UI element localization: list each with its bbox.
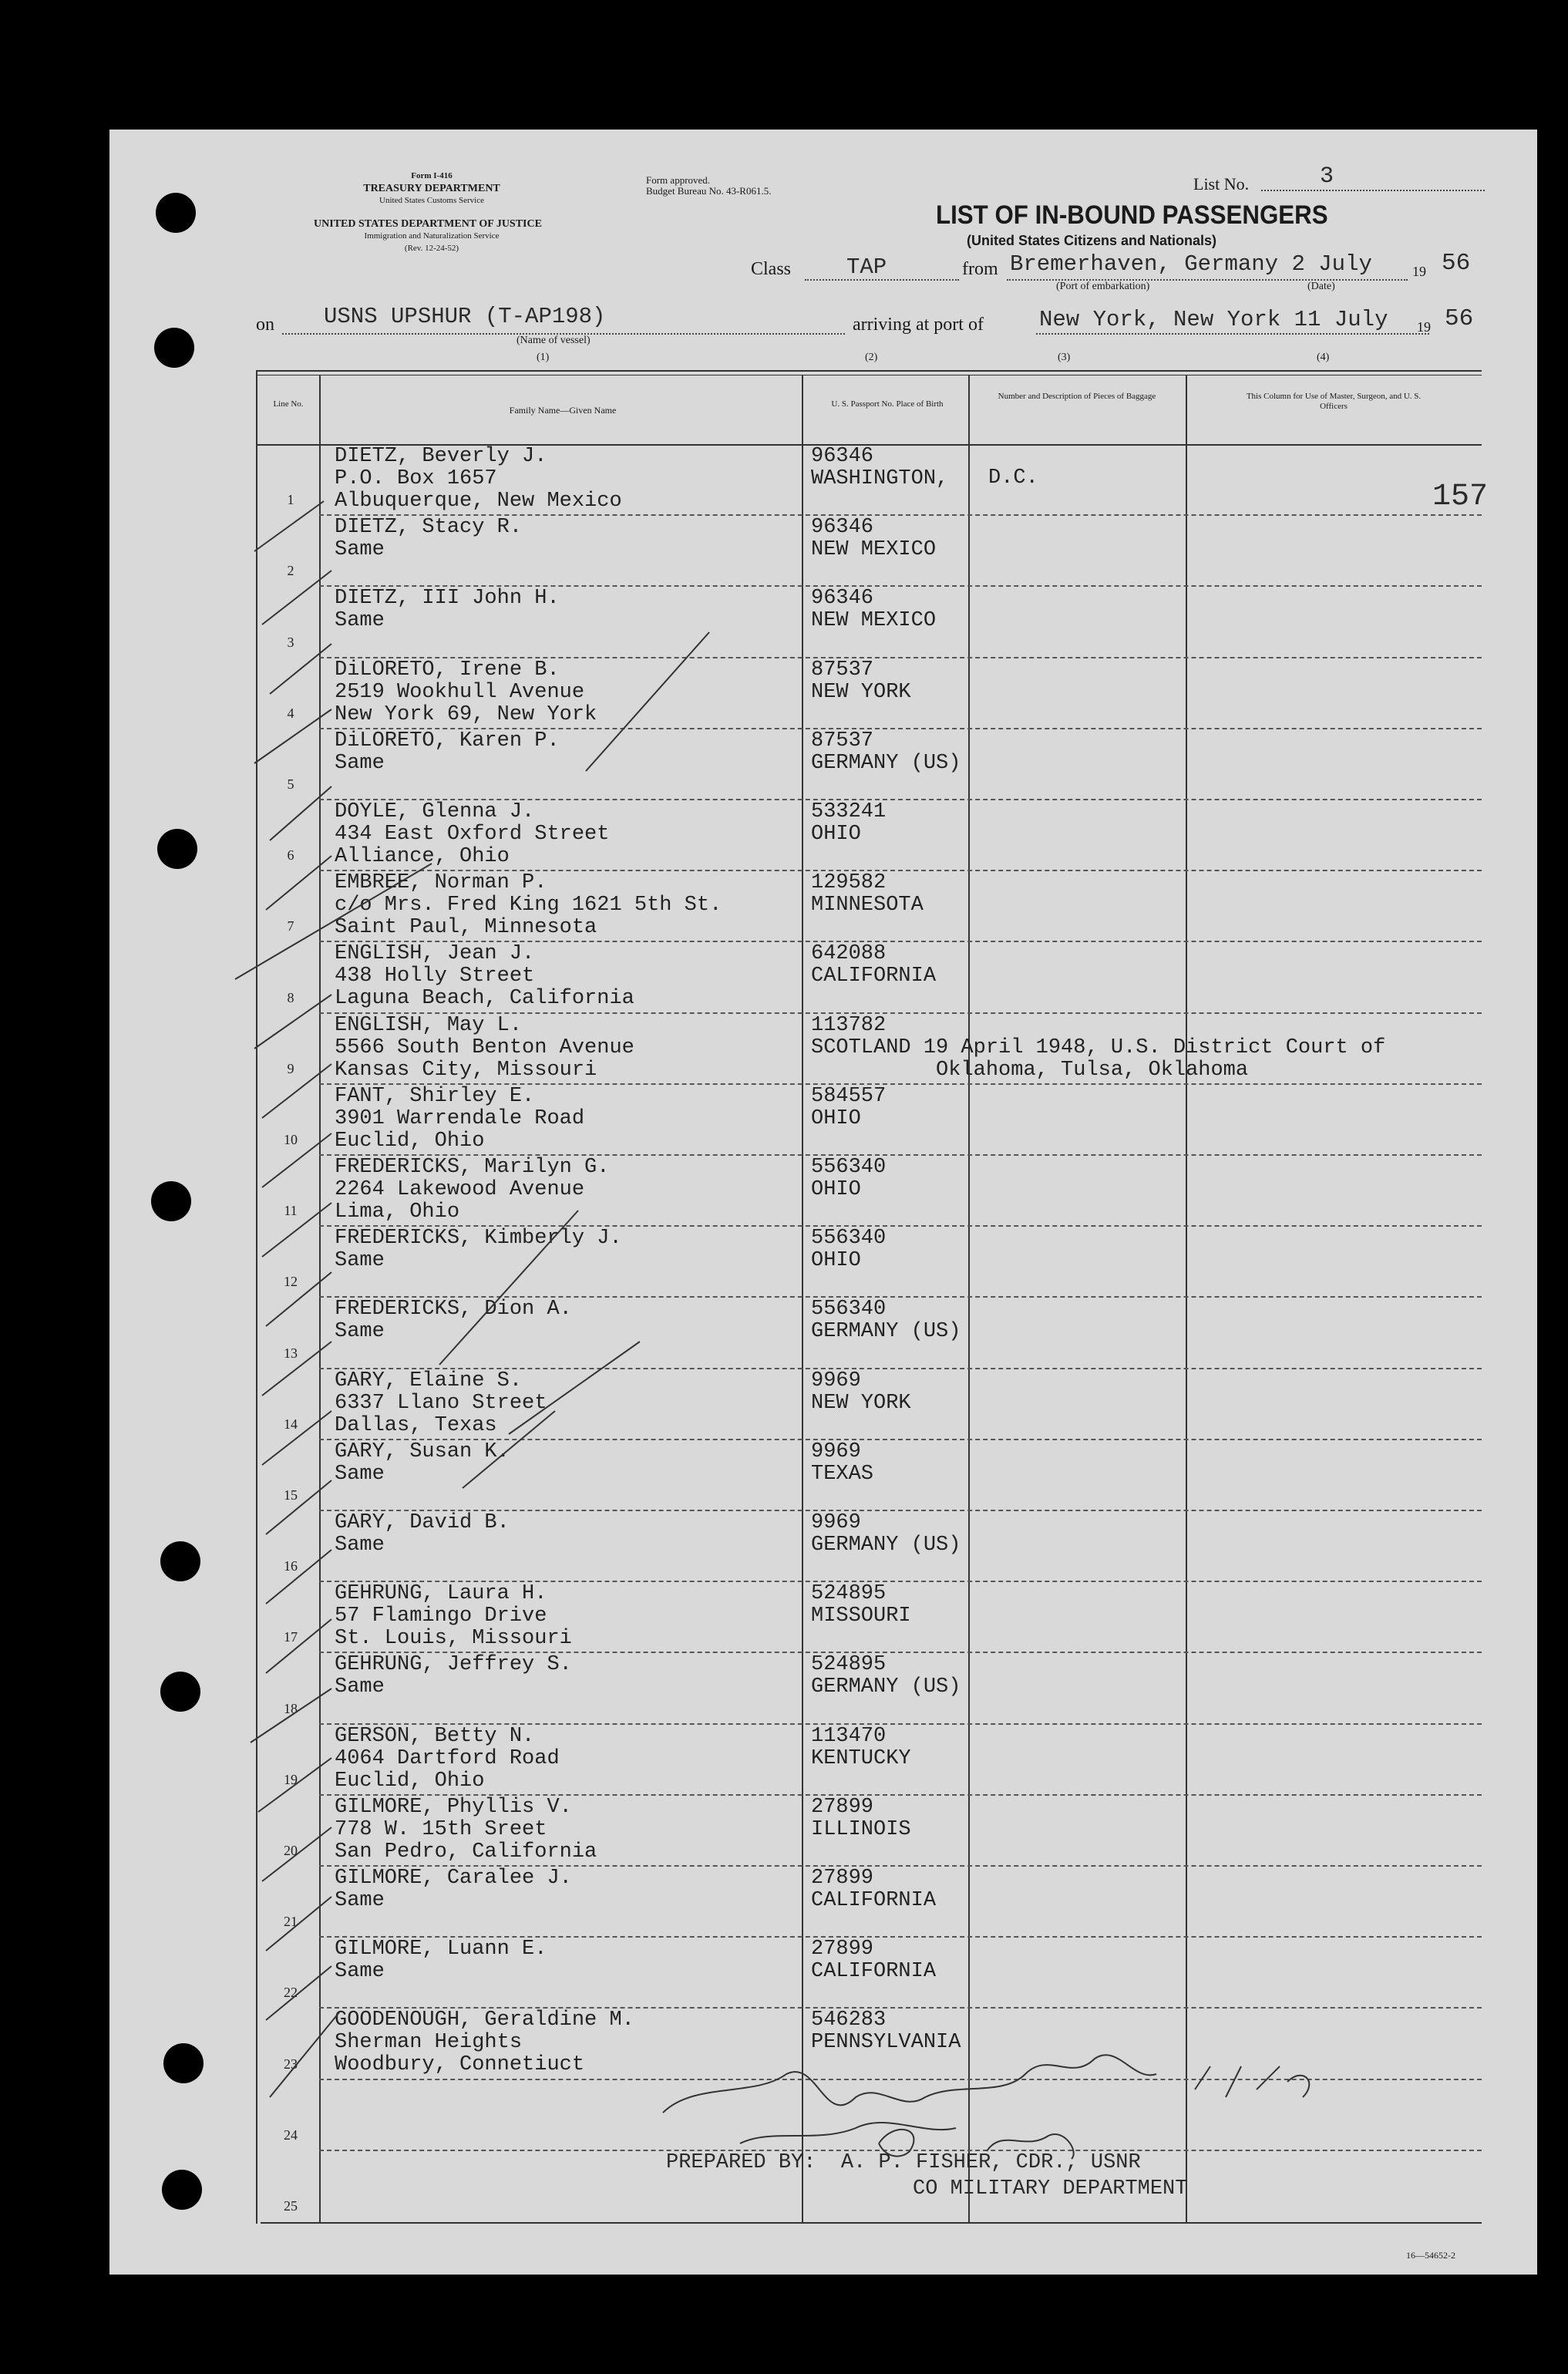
arriving-label: arriving at port of xyxy=(853,315,984,335)
list-no-value: 3 xyxy=(1320,163,1334,190)
class-label: Class xyxy=(751,259,792,279)
line-number: 15 xyxy=(284,1487,298,1503)
passenger-name-address: GOODENOUGH, Geraldine M. Sherman Heights Woodbury, Connetiuct xyxy=(335,2009,634,2077)
passenger-name-address: GILMORE, Caralee J. Same xyxy=(335,1867,572,1912)
list-no-label: List No. xyxy=(1193,174,1250,194)
passport-birthplace: 87537 GERMANY (US) xyxy=(811,729,961,775)
passport-birthplace: 524895 MISSOURI xyxy=(811,1582,911,1628)
line-number: 11 xyxy=(284,1203,298,1219)
line-number: 10 xyxy=(284,1132,298,1147)
line-number: 5 xyxy=(287,776,294,792)
passenger-name-address: ENGLISH, Jean J. 438 Holly Street Laguna Beach, California xyxy=(335,942,634,1011)
col-index-3: (3) xyxy=(1058,352,1071,363)
prepared-dept: CO MILITARY DEPARTMENT xyxy=(913,2177,1188,2201)
passport-birthplace: 556340 GERMANY (US) xyxy=(811,1298,961,1344)
document-subtitle: (United States Citizens and Nationals) xyxy=(967,233,1217,248)
col-index-1: (1) xyxy=(537,352,550,363)
passport-birthplace: 533241 OHIO xyxy=(811,800,887,846)
date-label: (Date) xyxy=(1307,281,1335,292)
passport-birthplace: 96346 WASHINGTON, xyxy=(811,445,949,490)
passport-birthplace: 129582 MINNESOTA xyxy=(811,871,924,918)
passenger-name-address: FANT, Shirley E. 3901 Warrendale Road Euclid, Ohio xyxy=(335,1084,585,1153)
year-value-1: 56 xyxy=(1442,250,1471,277)
line-number: 13 xyxy=(284,1345,298,1361)
prepared-by: PREPARED BY: A. P. FISHER, CDR., USNR xyxy=(666,2151,1141,2174)
passport-birthplace: 96346 NEW MEXICO xyxy=(811,516,937,562)
passport-birthplace: 524895 GERMANY (US) xyxy=(811,1653,961,1699)
passenger-name-address: DiLORETO, Irene B. 2519 Wookhull Avenue New York 69, New York xyxy=(335,658,597,726)
year-prefix-2: 19 xyxy=(1417,319,1431,335)
col-header-line: Line No. xyxy=(273,399,304,409)
form-code: 16—54652-2 xyxy=(1406,2250,1455,2261)
line-number: 2 xyxy=(287,563,294,579)
year-value-2: 56 xyxy=(1445,305,1474,332)
passport-birthplace: 113782 SCOTLAND 19 April 1948, U.S. District Court of Oklahoma, Tulsa, Oklahoma xyxy=(811,1013,1386,1082)
line-number: 23 xyxy=(284,2056,298,2072)
line-number: 14 xyxy=(284,1416,298,1432)
arrival-value: New York, New York 11 July xyxy=(1039,307,1388,332)
from-value: Bremerhaven, Germany 2 July xyxy=(1010,251,1372,277)
line-number: 6 xyxy=(287,847,294,864)
passport-birthplace: 9969 GERMANY (US) xyxy=(811,1511,961,1557)
vessel-name: USNS UPSHUR (T-AP198) xyxy=(324,304,606,329)
line-number: 24 xyxy=(284,2126,298,2143)
passport-birthplace: 546283 PENNSYLVANIA xyxy=(811,2009,961,2055)
vessel-label: (Name of vessel) xyxy=(516,335,591,346)
passenger-name-address: DOYLE, Glenna J. 434 East Oxford Street Alliance, Ohio xyxy=(335,800,610,868)
passenger-name-address: ENGLISH, May L. 5566 South Benton Avenue Kansas City, Missouri xyxy=(335,1013,634,1082)
col-header-passport: U. S. Passport No. Place of Birth xyxy=(831,399,944,409)
year-prefix-1: 19 xyxy=(1412,264,1426,279)
passport-birthplace: 9969 NEW YORK xyxy=(811,1369,911,1415)
passenger-name-address: DIETZ, Stacy R. Same xyxy=(335,516,523,562)
line-number: 19 xyxy=(284,1771,298,1787)
line-number: 3 xyxy=(287,634,294,650)
line-number: 18 xyxy=(284,1700,298,1716)
line-number: 12 xyxy=(284,1274,298,1290)
line-number: 1 xyxy=(287,492,294,508)
ins-service: Immigration and Naturalization Service xyxy=(364,231,500,241)
passenger-name-address: GARY, Susan K. Same xyxy=(335,1440,510,1486)
passenger-name-address: FREDERICKS, Dion A. Same xyxy=(335,1298,572,1344)
passport-birthplace: 96346 NEW MEXICO xyxy=(811,587,937,633)
passport-birthplace: 87537 NEW YORK xyxy=(811,658,911,704)
line-number: 9 xyxy=(287,1060,294,1076)
line-number: 20 xyxy=(284,1843,298,1858)
passenger-name-address: DIETZ, Beverly J. P.O. Box 1657 Albuquerque, New Mexico xyxy=(335,445,622,513)
passport-birthplace: 556340 OHIO xyxy=(811,1227,887,1273)
form-number: Form I-416 xyxy=(411,171,453,180)
passenger-name-address: GILMORE, Phyllis V. 778 W. 15th Sreet San Pedro, California xyxy=(335,1795,597,1864)
justice-dept: UNITED STATES DEPARTMENT OF JUSTICE xyxy=(314,218,542,230)
passenger-name-address: GARY, Elaine S. 6337 Llano Street Dallas, Texas xyxy=(335,1369,547,1437)
line-number: 22 xyxy=(284,1985,298,2001)
passport-birthplace: 113470 KENTUCKY xyxy=(811,1724,911,1770)
customs-service: United States Customs Service xyxy=(379,196,484,205)
col-header-baggage: Number and Description of Pieces of Baggage xyxy=(998,392,1156,401)
document-title: LIST OF IN-BOUND PASSENGERS xyxy=(936,200,1328,230)
passport-birthplace: 27899 CALIFORNIA xyxy=(811,1867,937,1912)
passport-birthplace: 9969 TEXAS xyxy=(811,1440,874,1486)
col-header-officers: This Column for Use of Master, Surgeon, and U. S. Officers xyxy=(1246,392,1422,411)
from-label: from xyxy=(962,259,998,279)
passenger-name-address: GEHRUNG, Laura H. 57 Flamingo Drive St. Louis, Missouri xyxy=(335,1582,572,1651)
form-approved: Form approved. xyxy=(646,174,711,186)
budget-bureau: Budget Bureau No. 43-R061.5. xyxy=(646,185,772,197)
line-number: 8 xyxy=(287,989,294,1005)
class-value: TAP xyxy=(846,254,887,280)
passport-birthplace: 556340 OHIO xyxy=(811,1156,887,1201)
col-header-name: Family Name—Given Name xyxy=(509,405,617,416)
passenger-name-address: GEHRUNG, Jeffrey S. Same xyxy=(335,1653,572,1699)
revision-date: (Rev. 12-24-52) xyxy=(404,244,459,253)
passenger-name-address: GARY, David B. Same xyxy=(335,1511,510,1557)
line-number: 4 xyxy=(287,705,294,721)
passport-birthplace: 27899 ILLINOIS xyxy=(811,1795,911,1841)
page-number: 157 xyxy=(1432,480,1489,514)
line-number: 21 xyxy=(284,1914,298,1930)
passenger-name-address: DiLORETO, Karen P. Same xyxy=(335,729,560,775)
passenger-name-address: DIETZ, III John H. Same xyxy=(335,587,560,633)
line-number: 25 xyxy=(284,2198,298,2214)
passenger-name-address: FREDERICKS, Marilyn G. 2264 Lakewood Avenue Lima, Ohio xyxy=(335,1156,610,1224)
passenger-name-address: GERSON, Betty N. 4064 Dartford Road Euclid, Ohio xyxy=(335,1724,560,1793)
passenger-name-address: GILMORE, Luann E. Same xyxy=(335,1938,547,1984)
line-number: 7 xyxy=(287,918,294,934)
baggage-entry: D.C. xyxy=(988,466,1038,490)
on-label: on xyxy=(256,315,274,335)
port-embarkation-label: (Port of embarkation) xyxy=(1056,281,1150,292)
passport-birthplace: 642088 CALIFORNIA xyxy=(811,942,937,988)
passport-birthplace: 584557 OHIO xyxy=(811,1084,887,1130)
col-index-2: (2) xyxy=(865,352,878,363)
col-index-4: (4) xyxy=(1317,352,1330,363)
passenger-name-address: EMBREE, Norman P. c/o Mrs. Fred King 1621 5th St. Saint Paul, Minnesota xyxy=(335,871,722,940)
treasury-dept: TREASURY DEPARTMENT xyxy=(363,183,500,194)
passenger-name-address: FREDERICKS, Kimberly J. Same xyxy=(335,1227,622,1273)
line-number: 17 xyxy=(284,1629,298,1645)
passport-birthplace: 27899 CALIFORNIA xyxy=(811,1938,937,1984)
line-number: 16 xyxy=(284,1558,298,1574)
